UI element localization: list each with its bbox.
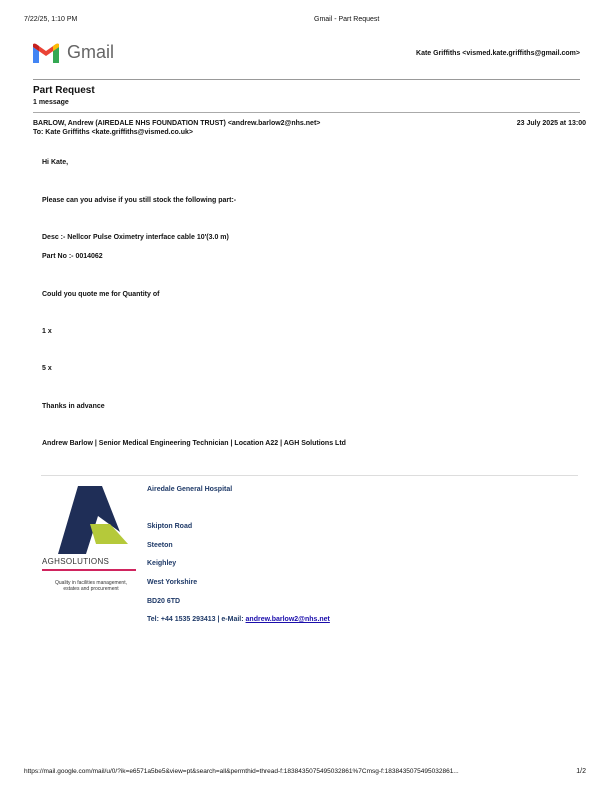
print-datetime: 7/22/25, 1:10 PM [24,16,78,23]
sender: BARLOW, Andrew (AIREDALE NHS FOUNDATION TRUST) <andrew.barlow2@nhs.net> [33,120,321,127]
gmail-wordmark: Gmail [67,42,115,62]
signature-name: Andrew Barlow | Senior Medical Engineering Technician | Location A22 | AGH Solutions Ltd [42,440,346,447]
recipient: To: Kate Griffiths <kate.griffiths@vismed.co.uk> [33,129,193,136]
body-line: Please can you advise if you still stock the following part:- [42,197,237,204]
hospital-link[interactable]: Airedale General Hospital [147,486,233,493]
address-line: Steeton [147,542,173,549]
account-email: Kate Griffiths <vismed.kate.griffiths@gmail.com> [416,50,580,57]
logo-tagline [40,580,142,592]
address-line: West Yorkshire [147,579,198,586]
print-title: Gmail - Part Request [314,16,380,23]
message-count: 1 message [33,99,69,106]
body-line: 1 x [42,328,52,335]
divider [33,112,580,113]
thread-subject: Part Request [33,85,95,96]
divider [33,79,580,80]
email-link[interactable]: andrew.barlow2@nhs.net [245,616,330,623]
contact-phone: Tel: +44 1535 293413 | e-Mail: [147,616,246,623]
logo-bar [42,569,136,571]
gmail-m-icon [33,43,59,63]
tagline-line: estates and procurement [63,586,119,592]
contact-line [147,616,330,623]
divider [41,475,578,476]
print-url: https://mail.google.com/mail/u/0/?ik=e6571a5be5&view=pt&search=all&permthid=thread-f:1838435075495032861%7Cmsg-f:1838435075495032861... [24,768,459,775]
address-line: Skipton Road [147,523,193,530]
page-number: 1/2 [576,768,586,775]
body-line: Hi Kate, [42,159,69,166]
address-line: Keighley [147,560,177,567]
agh-logo-mark [40,484,140,554]
body-line: Could you quote me for Quantity of [42,291,160,298]
body-line: Part No :- 0014062 [42,253,103,260]
agh-solutions-logo [40,484,140,604]
body-line: Thanks in advance [42,403,105,410]
gmail-logo [33,42,115,68]
body-line: Desc :- Nellcor Pulse Oximetry interface cable 10'(3.0 m) [42,234,229,241]
tagline-line: Quality in facilities management, [55,580,127,586]
body-line: 5 x [42,365,52,372]
message-date: 23 July 2025 at 13:00 [516,120,586,127]
address-line: BD20 6TD [147,598,181,605]
logo-text: AGHSOLUTIONS [42,557,110,566]
